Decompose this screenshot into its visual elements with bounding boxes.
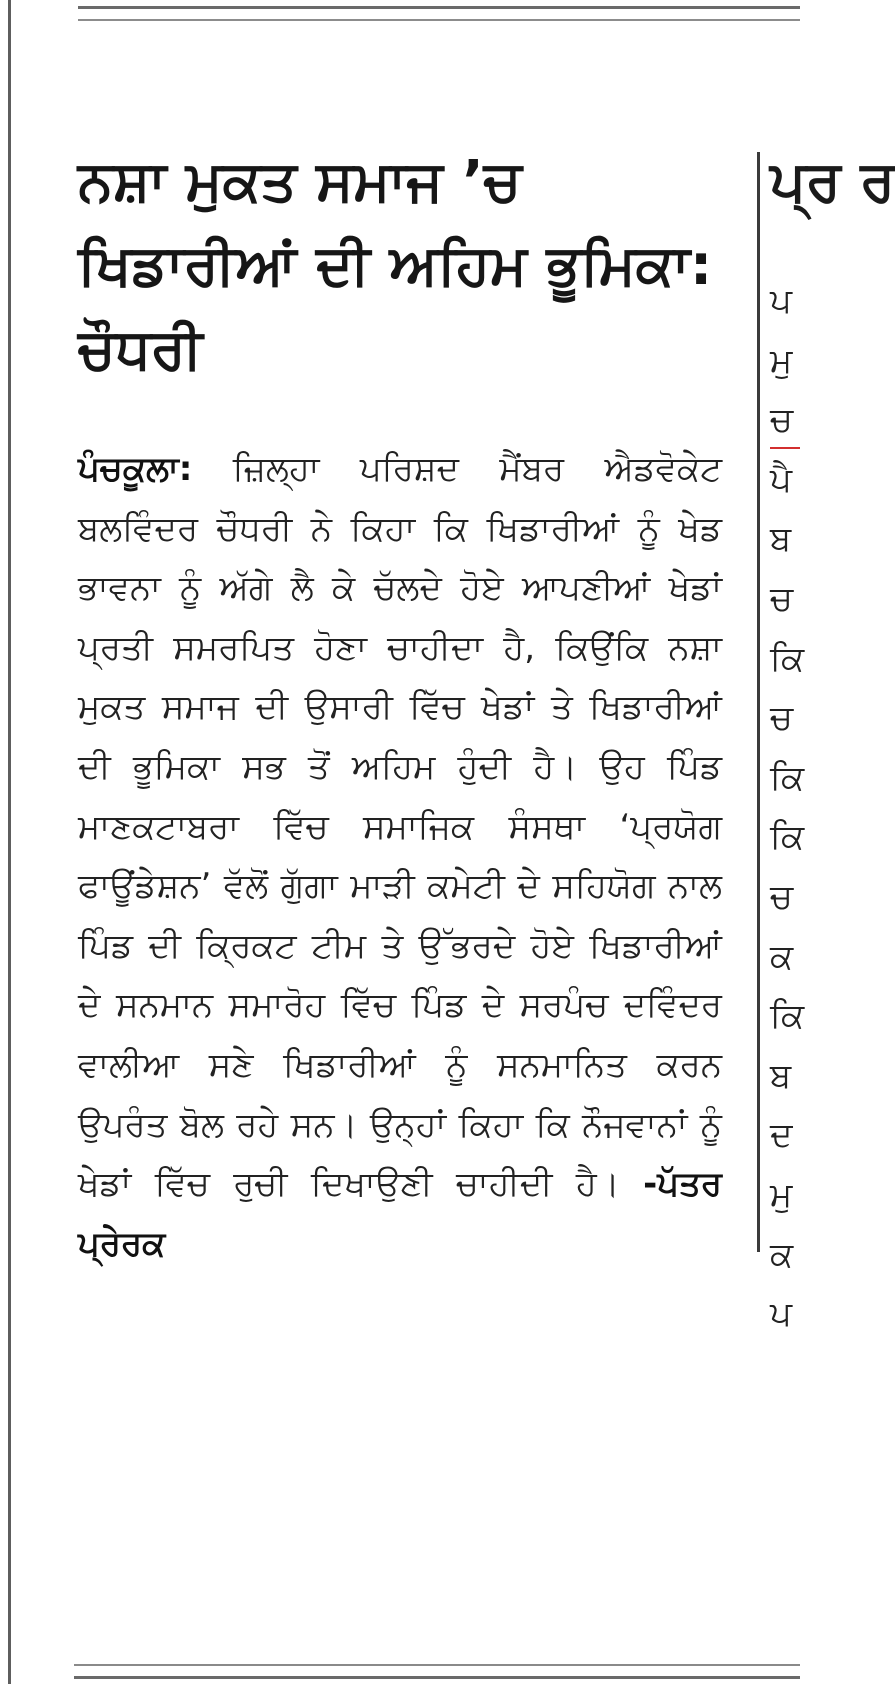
adjacent-accent-underline — [770, 447, 800, 449]
adjacent-line-fragment: ਮੁ — [770, 340, 793, 381]
adjacent-line-fragment: ਪ — [770, 281, 792, 321]
adjacent-line-fragment: ਬ — [770, 519, 792, 560]
article-dateline: ਪੰਚਕੂਲਾ: — [78, 449, 193, 489]
bottom-double-rule — [74, 1664, 800, 1679]
adjacent-line-fragment: ਬ — [770, 1055, 792, 1096]
left-border-rule — [8, 0, 11, 1684]
adjacent-line-fragment: ਪੈ — [770, 459, 792, 500]
adjacent-headline-fragment: ਪ੍ਰ ਰ — [770, 149, 895, 214]
adjacent-line-fragment: ਚ — [770, 698, 793, 739]
adjacent-line-fragment: ਕਿ — [770, 638, 805, 679]
column-divider — [757, 152, 760, 1252]
adjacent-line-fragment: ਕ — [770, 936, 794, 977]
article-body-text: ਜ਼ਿਲ੍ਹਾ ਪਰਿਸ਼ਦ ਮੈਂਬਰ ਐਡਵੋਕੇਟ ਬਲਵਿੰਦਰ ਚੌਧਰੀ ਨੇ ਕਿਹਾ ਕਿ ਖਿਡਾਰੀਆਂ ਨੂੰ ਖੇਡ ਭਾਵਨਾ ਨੂੰ ਅੱਗੇ ਲੈ ਕੇ ਚੱਲਦੇ ਹੋਏ ਆਪਣੀਆਂ ਖੇਡਾਂ ਪ੍ਰਤੀ ਸਮਰਪਿਤ ਹੋਣਾ ਚਾਹੀਦਾ ਹੈ, ਕਿਉਂਕਿ ਨਸ਼ਾ ਮੁਕਤ ਸਮਾਜ ਦੀ ਉਸਾਰੀ ਵਿੱਚ ਖੇਡਾਂ ਤੇ ਖਿਡਾਰੀਆਂ ਦੀ ਭੂਮਿਕਾ ਸਭ ਤੋਂ ਅਹਿਮ ਹੁੰਦੀ ਹੈ। ਉਹ ਪਿੰਡ ਮਾਣਕਟਾਬਰਾ ਵਿੱਚ ਸਮਾਜਿਕ ਸੰਸਥਾ ‘ਪ੍ਰਯੋਗ ਫਾਊਂਡੇਸ਼ਨ’ ਵੱਲੋਂ ਗੁੱਗਾ ਮਾੜੀ ਕਮੇਟੀ ਦੇ ਸਹਿਯੋਗ ਨਾਲ ਪਿੰਡ ਦੀ ਕ੍ਰਿਕਟ ਟੀਮ ਤੇ ਉੱਭਰਦੇ ਹੋਏ ਖਿਡਾਰੀਆਂ ਦੇ ਸਨਮਾਨ ਸਮਾਰੋਹ ਵਿੱਚ ਪਿੰਡ ਦੇ ਸਰਪੰਚ ਦਵਿੰਦਰ ਵਾਲੀਆ ਸਣੇ ਖਿਡਾਰੀਆਂ ਨੂੰ ਸਨਮਾਨਿਤ ਕਰਨ ਉਪਰੰਤ ਬੋਲ ਰਹੇ ਸਨ। ਉਨ੍ਹਾਂ ਕਿਹਾ ਕਿ ਨੌਜਵਾਨਾਂ ਨੂੰ ਖੇਡਾਂ ਵਿੱਚ ਰੁਚੀ ਦਿਖਾਉਣੀ ਚਾਹੀਦੀ ਹੈ। — [78, 449, 722, 1205]
adjacent-line-fragment: ਚ — [770, 876, 793, 917]
top-double-rule — [78, 6, 800, 21]
adjacent-line-fragment: ਦ — [770, 1115, 793, 1156]
adjacent-article-fragment — [770, 140, 895, 1345]
adjacent-line-fragment: ਕਿ — [770, 817, 805, 858]
article-body — [78, 440, 722, 1274]
article-byline: -ਪੱਤਰ ਪ੍ਰੇਰਕ — [78, 1164, 722, 1264]
adjacent-body-fragment — [770, 272, 810, 1345]
adjacent-line-fragment: ਕਿ — [770, 757, 805, 798]
adjacent-line-fragment: ਪ — [770, 1294, 792, 1335]
adjacent-line-fragment: ਮੁ — [770, 1174, 793, 1215]
article-headline: ਨਸ਼ਾ ਮੁਕਤ ਸਮਾਜ ’ਚ ਖਿਡਾਰੀਆਂ ਦੀ ਅਹਿਮ ਭੂਮਿਕਾ: ਚੌਧਰੀ — [78, 149, 713, 382]
adjacent-line-fragment: ਚ — [770, 578, 793, 619]
adjacent-line-fragment: ਕਿ — [770, 996, 805, 1037]
adjacent-line-fragment: ਕ — [770, 1234, 794, 1275]
adjacent-line-fragment: ਚ — [770, 400, 793, 441]
article — [78, 140, 722, 1274]
